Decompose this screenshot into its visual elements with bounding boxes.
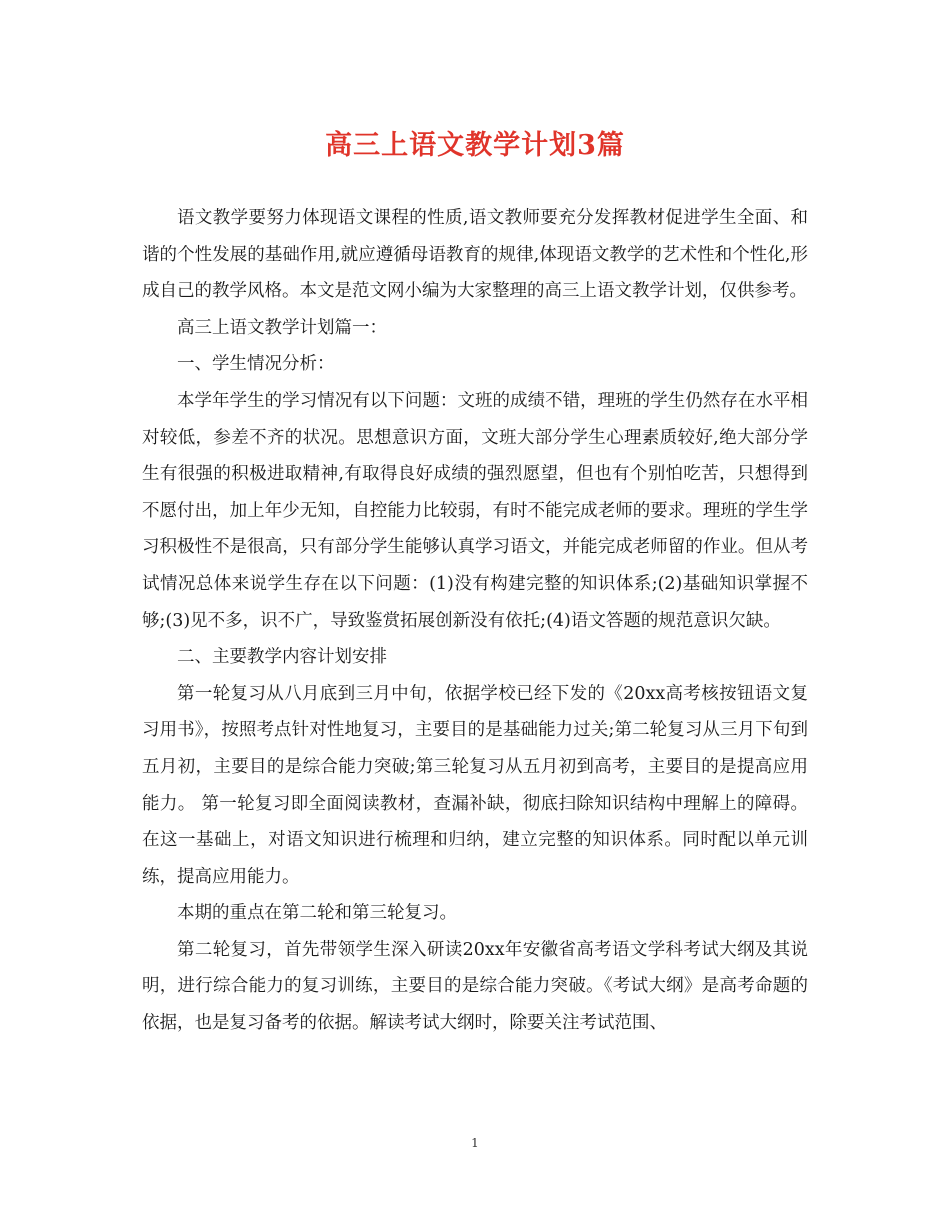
section-heading-part-one: 高三上语文教学计划篇一： <box>177 317 387 338</box>
intro-paragraph: 语文教学要努力体现语文课程的性质,语文教师要充分发挥教材促进学生全面、和谐的个性发展的基础作用,就应遵循母语教育的规律,体现语文教学的艺术性和个性化,形成自己的教学风格。本文是范文网小编为大家整理的高三上语文教学计划，仅供参考。 <box>142 208 808 302</box>
subheading-teaching-plan: 二、主要教学内容计划安排 <box>177 647 387 668</box>
document-title: 高三上语文教学计划3篇 <box>325 130 625 161</box>
student-analysis-paragraph: 本学年学生的学习情况有以下问题：文班的成绩不错，理班的学生仍然存在水平相对较低，参差不齐的状况。思想意识方面，文班大部分学生心理素质较好,绝大部分学生有很强的积极进取精神,有取得良好成绩的强烈愿望，但也有个别怕吃苦，只想得到不愿付出，加上年少无知，自控能力比较弱，有时不能完成老师的要求。理班的学生学习积极性不是很高，只有部分学生能够认真学习语文，并能完成老师留的作业。但从考试情况总体来说学生存在以下问题：(1)没有构建完整的知识体系;(2)基础知识掌握不够;(3)见不多，识不广，导致鉴赏拓展创新没有依托;(4)语文答题的规范意识欠缺。 <box>142 390 808 631</box>
focus-paragraph: 本期的重点在第二轮和第三轮复习。 <box>177 903 457 924</box>
second-round-review-paragraph: 第二轮复习，首先带领学生深入研读20xx年安徽省高考语文学科考试大纲及其说明，进行综合能力的复习训练，主要目的是综合能力突破。《考试大纲》是高考命题的依据，也是复习备考的依据。解读考试大纲时，除要关注考试范围、 <box>142 939 808 1034</box>
page-number: 1 <box>471 1136 479 1150</box>
subheading-student-analysis: 一、学生情况分析： <box>177 354 335 375</box>
first-round-review-paragraph: 第一轮复习从八月底到三月中旬，依据学校已经下发的《20xx高考核按钮语文复习用书》，按照考点针对性地复习，主要目的是基础能力过关;第二轮复习从三月下旬到五月初，主要目的是综合能力突破;第三轮复习从五月初到高考，主要目的是提高应用能力。 第一轮复习即全面阅读教材，查漏补缺，彻底扫除知识结构中理解上的障碍。在这一基础上，对语文知识进行梳理和归纳，建立完整的知识体系。同时配以单元训练，提高应用能力。 <box>142 683 808 887</box>
document-body <box>142 200 808 1042</box>
